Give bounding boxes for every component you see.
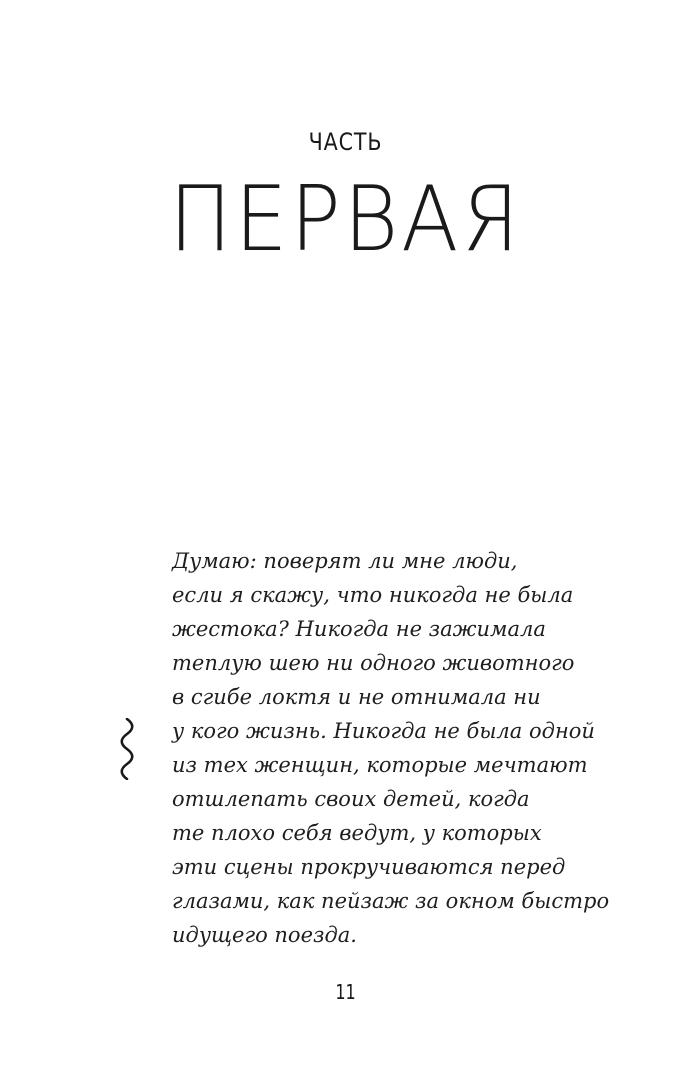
epigraph-line: из тех женщин, которые мечтают (172, 753, 588, 777)
epigraph-line: теплую шею ни одного животного (172, 651, 575, 675)
epigraph-line: если я скажу, что никогда не была (172, 583, 574, 607)
epigraph-line: жестока? Никогда не зажимала (172, 617, 546, 641)
epigraph-line: отшлепать своих детей, когда (172, 787, 530, 811)
epigraph (172, 544, 642, 952)
part-title: ПЕРВАЯ (168, 167, 523, 272)
epigraph-line: глазами, как пейзаж за окном быстро (172, 889, 610, 913)
epigraph-line: в сгибе локтя и не отнимала ни (172, 685, 541, 709)
epigraph-line: Думаю: поверят ли мне люди, (172, 549, 518, 573)
wavy-line-icon (119, 718, 135, 780)
part-label: ЧАСТЬ (308, 128, 383, 156)
epigraph-line: эти сцены прокручиваются перед (172, 855, 566, 879)
epigraph-line: у кого жизнь. Никогда не была одной (172, 719, 595, 743)
epigraph-line: идущего поезда. (172, 923, 357, 947)
epigraph-line: те плохо себя ведут, у которых (172, 821, 542, 845)
page-number: 11 (335, 980, 356, 1004)
